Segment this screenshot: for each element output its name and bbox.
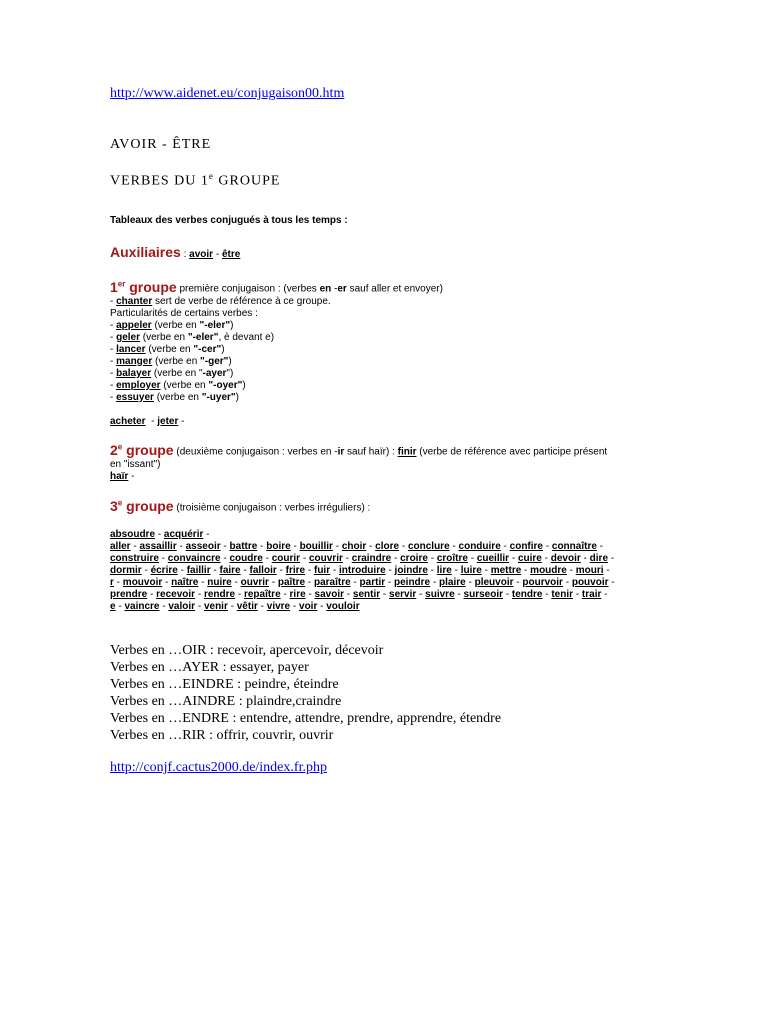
separator: - [330, 565, 339, 576]
auxiliaires-dash: - [213, 249, 222, 260]
verb-link[interactable]: nuire [207, 577, 232, 588]
item-ending: "-cer" [193, 343, 222, 355]
groupe1-label [110, 279, 177, 295]
heading-verbes-text: VERBES DU 1 [110, 173, 209, 189]
heading-verbes-suffix: GROUPE [213, 173, 281, 189]
verb-link[interactable]: asseoir [185, 541, 221, 552]
separator: - [227, 601, 237, 612]
groupe1-desc-er: er [337, 283, 347, 295]
verb-link[interactable]: prendre [110, 589, 148, 600]
verb-link[interactable]: servir [389, 589, 417, 600]
separator: - [399, 541, 408, 552]
item-desc: (verbe en [160, 379, 209, 391]
item-ending: "-uyer" [201, 391, 236, 403]
link-etre[interactable]: être [221, 249, 241, 260]
verb-link[interactable]: rire [289, 589, 306, 600]
separator: - [541, 553, 551, 564]
verb-link[interactable]: aller [110, 541, 131, 552]
separator: - [449, 541, 459, 552]
verb-link[interactable]: tenir [551, 589, 574, 600]
separator: - [159, 601, 169, 612]
groupe3-num: 3 [110, 497, 118, 514]
separator: - [513, 577, 523, 588]
verb-link[interactable]: cueillir [476, 553, 510, 564]
separator: - [113, 577, 123, 588]
groupe2-hair-post: - [128, 470, 135, 482]
groupe2-num: 2 [110, 441, 118, 458]
item-dash: - [110, 319, 117, 331]
verbes-en-line: Verbes en …AYER : essayer, payer [110, 660, 309, 675]
separator: - [566, 565, 576, 576]
groupe1-chanter-line [110, 296, 670, 308]
groupe1-sup: er [117, 279, 126, 288]
separator: - [176, 541, 186, 552]
verb-link[interactable]: falloir [249, 565, 277, 576]
item-dash: - [110, 379, 117, 391]
verb-link[interactable]: frire [285, 565, 306, 576]
separator: - [147, 589, 157, 600]
link-appeler[interactable]: appeler [116, 319, 152, 331]
separator: - [503, 589, 512, 600]
groupe1-item [110, 344, 670, 356]
groupe2-desc-c: (verbe de référence avec participe présent [416, 446, 608, 458]
top-url-link[interactable]: http://www.aidenet.eu/conjugaison00.htm [110, 86, 345, 101]
groupe1-num: 1 [110, 278, 118, 295]
verb-link[interactable]: absoudre [110, 529, 156, 540]
groupe3-line [110, 529, 658, 541]
verb-link[interactable]: vouloir [326, 601, 360, 612]
auxiliaires-label: Auxiliaires [110, 244, 181, 260]
verb-link[interactable]: acquérir [163, 529, 204, 540]
separator: - [158, 553, 168, 564]
separator: - [276, 565, 286, 576]
groupe1-section [110, 278, 670, 428]
groupe1-desc-en: en [319, 283, 332, 295]
groupe1-item [110, 332, 670, 344]
verb-link[interactable]: croître [436, 553, 468, 564]
verb-link[interactable]: pourvoir [522, 577, 563, 588]
separator: - [350, 577, 360, 588]
groupe2-section [110, 441, 670, 483]
groupe1-desc-b: - [331, 283, 338, 295]
link-avoir[interactable]: avoir [189, 249, 214, 260]
item-desc: (verbe en [151, 319, 200, 331]
separator: - [465, 577, 475, 588]
verb-link[interactable]: recevoir [156, 589, 196, 600]
verb-link[interactable]: tendre [511, 589, 543, 600]
groupe1-item [110, 368, 670, 380]
groupe3-line [110, 553, 658, 565]
groupe2-sup: e [117, 442, 123, 451]
separator: - [603, 565, 610, 576]
item-desc-end: ) [230, 319, 234, 331]
verb-link[interactable]: plaire [439, 577, 466, 588]
verb-link[interactable]: dormir [110, 565, 142, 576]
separator: - [385, 565, 395, 576]
separator: - [427, 553, 437, 564]
verb-link[interactable]: fuir [313, 565, 331, 576]
groupe1-item [110, 380, 670, 392]
groupe3-line [110, 565, 658, 577]
verb-link[interactable]: lire [436, 565, 452, 576]
groupe1-chanter-post: sert de verbe de référence à ce groupe. [152, 295, 331, 307]
separator: - [203, 529, 210, 540]
separator: - [235, 589, 244, 600]
separator: - [451, 565, 461, 576]
link-chanter[interactable]: chanter [116, 295, 153, 307]
separator: - [195, 601, 204, 612]
item-desc-end: , è devant e) [218, 331, 275, 343]
verb-link[interactable]: faillir [186, 565, 211, 576]
groupe1-desc-a: première conjugaison : (verbes [176, 283, 320, 295]
item-ending: "-eler" [187, 331, 219, 343]
separator: - [580, 553, 590, 564]
verb-link[interactable]: dire [589, 553, 609, 564]
separator: - [601, 589, 608, 600]
verb-link[interactable]: voir [299, 601, 318, 612]
separator: - [542, 589, 552, 600]
groupe2-label [110, 442, 174, 458]
groupe1-acheter-line: acheter - jeter - [110, 415, 185, 427]
separator: - [290, 541, 300, 552]
groupe1-word: groupe [125, 278, 177, 295]
verb-link[interactable]: écrire [150, 565, 178, 576]
groupe3-sup: e [117, 498, 123, 507]
item-ending: "-eler" [199, 319, 231, 331]
verb-link[interactable]: boire [266, 541, 291, 552]
link-finir[interactable]: finir [397, 446, 417, 458]
verb-link[interactable]: venir [203, 601, 228, 612]
separator: - [220, 553, 230, 564]
separator: - [608, 553, 615, 564]
separator: - [427, 565, 437, 576]
item-dash: - [110, 343, 117, 355]
verb-link[interactable]: joindre [394, 565, 428, 576]
item-desc: (verbe en [145, 343, 194, 355]
verb-link[interactable]: mouri [575, 565, 604, 576]
verb-link[interactable]: mettre [490, 565, 522, 576]
separator: - [332, 541, 342, 552]
verb-link[interactable]: vêtir [236, 601, 258, 612]
groupe1-item [110, 392, 670, 404]
link-employer[interactable]: employer [116, 379, 161, 391]
verb-link[interactable]: introduire [338, 565, 386, 576]
link-lancer[interactable]: lancer [116, 343, 146, 355]
heading-avoir-etre: AVOIR - ÊTRE [110, 137, 212, 152]
separator: - [240, 565, 250, 576]
groupe2-desc-a: (deuxième conjugaison : verbes en - [173, 446, 338, 458]
verb-link[interactable]: paître [277, 577, 306, 588]
link-jeter[interactable]: jeter [157, 415, 179, 427]
groupe3-verb-list [110, 529, 658, 613]
groupe2-title-line [110, 441, 670, 459]
separator: - [481, 565, 491, 576]
separator: - [391, 553, 401, 564]
groupe1-particularites: Particularités de certains verbes : [110, 307, 258, 319]
separator: - [155, 529, 164, 540]
separator: - [280, 589, 290, 600]
separator: - [305, 565, 314, 576]
item-dash: - [110, 367, 117, 379]
groupe1-desc-c: sauf aller et envoyer) [346, 283, 443, 295]
item-ending: "-oyer" [208, 379, 243, 391]
verbes-en-line: Verbes en …ENDRE : entendre, attendre, prendre, apprendre, étendre [110, 711, 502, 726]
groupe3-desc: (troisième conjugaison : verbes irréguliers) : [173, 502, 371, 514]
separator: - [130, 541, 140, 552]
groupe1-chanter-pre: - [110, 295, 117, 307]
link-acheter[interactable]: acheter [110, 415, 146, 427]
tableaux-title: Tableaux des verbes conjugués à tous les temps : [110, 215, 348, 226]
verb-link[interactable]: luire [460, 565, 482, 576]
link-manger[interactable]: manger [116, 355, 153, 367]
verbes-en-line: Verbes en …EINDRE : peindre, éteindre [110, 677, 339, 692]
groupe3-line [110, 589, 658, 601]
separator: - [300, 553, 309, 564]
verb-link[interactable]: r [110, 577, 114, 588]
heading-verbes-1er-groupe [110, 171, 280, 190]
verb-link[interactable]: convaincre [167, 553, 221, 564]
verbes-en-line: Verbes en …RIR : offrir, couvrir, ouvrir [110, 728, 334, 743]
groupe3-label [110, 498, 174, 514]
verb-link[interactable]: vivre [266, 601, 291, 612]
separator: - [521, 565, 531, 576]
item-desc: (verbe en " [151, 367, 203, 379]
item-desc-end: ) [242, 379, 246, 391]
separator: - [500, 541, 510, 552]
verb-link[interactable]: ouvrir [240, 577, 269, 588]
auxiliaires-line [110, 244, 240, 260]
verb-link[interactable]: moudre [530, 565, 567, 576]
groupe2-desc-b: sauf haïr) : [344, 446, 398, 458]
groupe2-desc-ir: ir [337, 446, 345, 458]
verb-link[interactable]: repaître [243, 589, 281, 600]
groupe3-line [110, 577, 658, 589]
verb-link[interactable]: cuire [517, 553, 542, 564]
verb-link[interactable]: rendre [203, 589, 236, 600]
verb-link[interactable]: valoir [168, 601, 196, 612]
verb-link[interactable]: bouillir [299, 541, 333, 552]
separator: - [268, 577, 278, 588]
groupe2-word: groupe [122, 441, 174, 458]
verb-link[interactable]: connaître [551, 541, 597, 552]
item-ending: -ayer [202, 367, 227, 379]
separator: - [344, 589, 353, 600]
verb-link[interactable]: confire [509, 541, 543, 552]
item-desc-end: ") [226, 367, 234, 379]
verb-link[interactable]: conclure [407, 541, 450, 552]
separator: - [385, 577, 394, 588]
verb-link[interactable]: partir [359, 577, 386, 588]
link-geler[interactable]: geler [116, 331, 141, 343]
separator: - [162, 577, 172, 588]
separator: - [454, 589, 464, 600]
groupe1-item [110, 356, 670, 368]
separator: - [573, 589, 582, 600]
separator: - [141, 565, 151, 576]
verb-link[interactable]: pleuvoir [474, 577, 514, 588]
verb-link[interactable]: coudre [229, 553, 263, 564]
verb-link[interactable]: croire [400, 553, 428, 564]
link-hair[interactable]: haïr [110, 470, 129, 482]
separator: - [317, 601, 327, 612]
separator: - [467, 553, 477, 564]
verb-link[interactable]: e [110, 601, 116, 612]
separator: - [257, 601, 267, 612]
item-dash: - [110, 331, 117, 343]
separator: - [509, 553, 518, 564]
groupe3-word: groupe [122, 497, 174, 514]
verbes-en-line: Verbes en …AINDRE : plaindre,craindre [110, 694, 342, 709]
verb-link[interactable]: faire [219, 565, 241, 576]
separator: - [562, 577, 572, 588]
verb-link[interactable]: paraître [313, 577, 351, 588]
verb-link[interactable]: mouvoir [122, 577, 163, 588]
verbes-en-line: Verbes en …OIR : recevoir, apercevoir, décevoir [110, 643, 384, 658]
separator: - [543, 541, 552, 552]
verbes-en-list [110, 642, 501, 744]
verb-link[interactable]: naître [171, 577, 199, 588]
separator: - [220, 541, 230, 552]
groupe1-items [110, 320, 670, 404]
separator: - [416, 589, 426, 600]
separator: - [115, 601, 125, 612]
groupe2-hair-line [110, 471, 670, 483]
item-ending: "-ger" [200, 355, 229, 367]
groupe3-line [110, 601, 658, 613]
separator: - [195, 589, 204, 600]
verb-link[interactable]: sentir [352, 589, 381, 600]
separator: - [608, 577, 615, 588]
verb-link[interactable]: conduire [458, 541, 501, 552]
verb-link[interactable]: assaillir [139, 541, 177, 552]
item-desc: (verbe en [153, 391, 202, 403]
item-desc: (verbe en [140, 331, 188, 343]
verb-link[interactable]: devoir [550, 553, 581, 564]
verb-link[interactable]: battre [229, 541, 258, 552]
separator: - [596, 541, 604, 552]
separator: - [430, 577, 440, 588]
verb-link[interactable]: trair [581, 589, 602, 600]
link-essuyer[interactable]: essuyer [116, 391, 154, 403]
separator: - [342, 553, 352, 564]
heading-verbes-sup: e [208, 171, 214, 181]
separator: - [257, 541, 267, 552]
separator: - [305, 577, 314, 588]
separator: - [366, 541, 376, 552]
verb-link[interactable]: clore [375, 541, 400, 552]
separator: - [198, 577, 208, 588]
verb-link[interactable]: craindre [351, 553, 392, 564]
item-desc: (verbe en [152, 355, 201, 367]
separator: - [231, 577, 241, 588]
verb-link[interactable]: surseoir [463, 589, 503, 600]
separator: - [177, 565, 187, 576]
bottom-url-link[interactable]: http://conjf.cactus2000.de/index.fr.php [110, 760, 327, 775]
verb-link[interactable]: vaincre [124, 601, 160, 612]
item-desc-end: ) [228, 355, 232, 367]
separator: - [380, 589, 390, 600]
verb-link[interactable]: construire [110, 553, 159, 564]
verb-link[interactable]: choir [341, 541, 367, 552]
groupe3-title-line [110, 497, 670, 515]
item-dash: - [110, 391, 117, 403]
groupe3-line [110, 541, 658, 553]
verb-link[interactable]: suivre [425, 589, 455, 600]
item-desc-end: ) [235, 391, 240, 403]
auxiliaires-sep: : [180, 249, 190, 260]
verb-link[interactable]: couvrir [308, 553, 343, 564]
separator: - [262, 553, 272, 564]
verb-link[interactable]: pouvoir [571, 577, 609, 588]
groupe1-title-line [110, 278, 670, 296]
link-balayer[interactable]: balayer [116, 367, 152, 379]
verb-link[interactable]: savoir [314, 589, 345, 600]
item-dash: - [110, 355, 117, 367]
groupe2-line2: en "issant") [110, 458, 161, 470]
groupe1-item [110, 320, 670, 332]
item-desc-end: ) [221, 343, 225, 355]
separator: - [290, 601, 300, 612]
verb-link[interactable]: peindre [394, 577, 431, 588]
separator: - [305, 589, 315, 600]
verb-link[interactable]: courir [271, 553, 301, 564]
separator: - [210, 565, 220, 576]
